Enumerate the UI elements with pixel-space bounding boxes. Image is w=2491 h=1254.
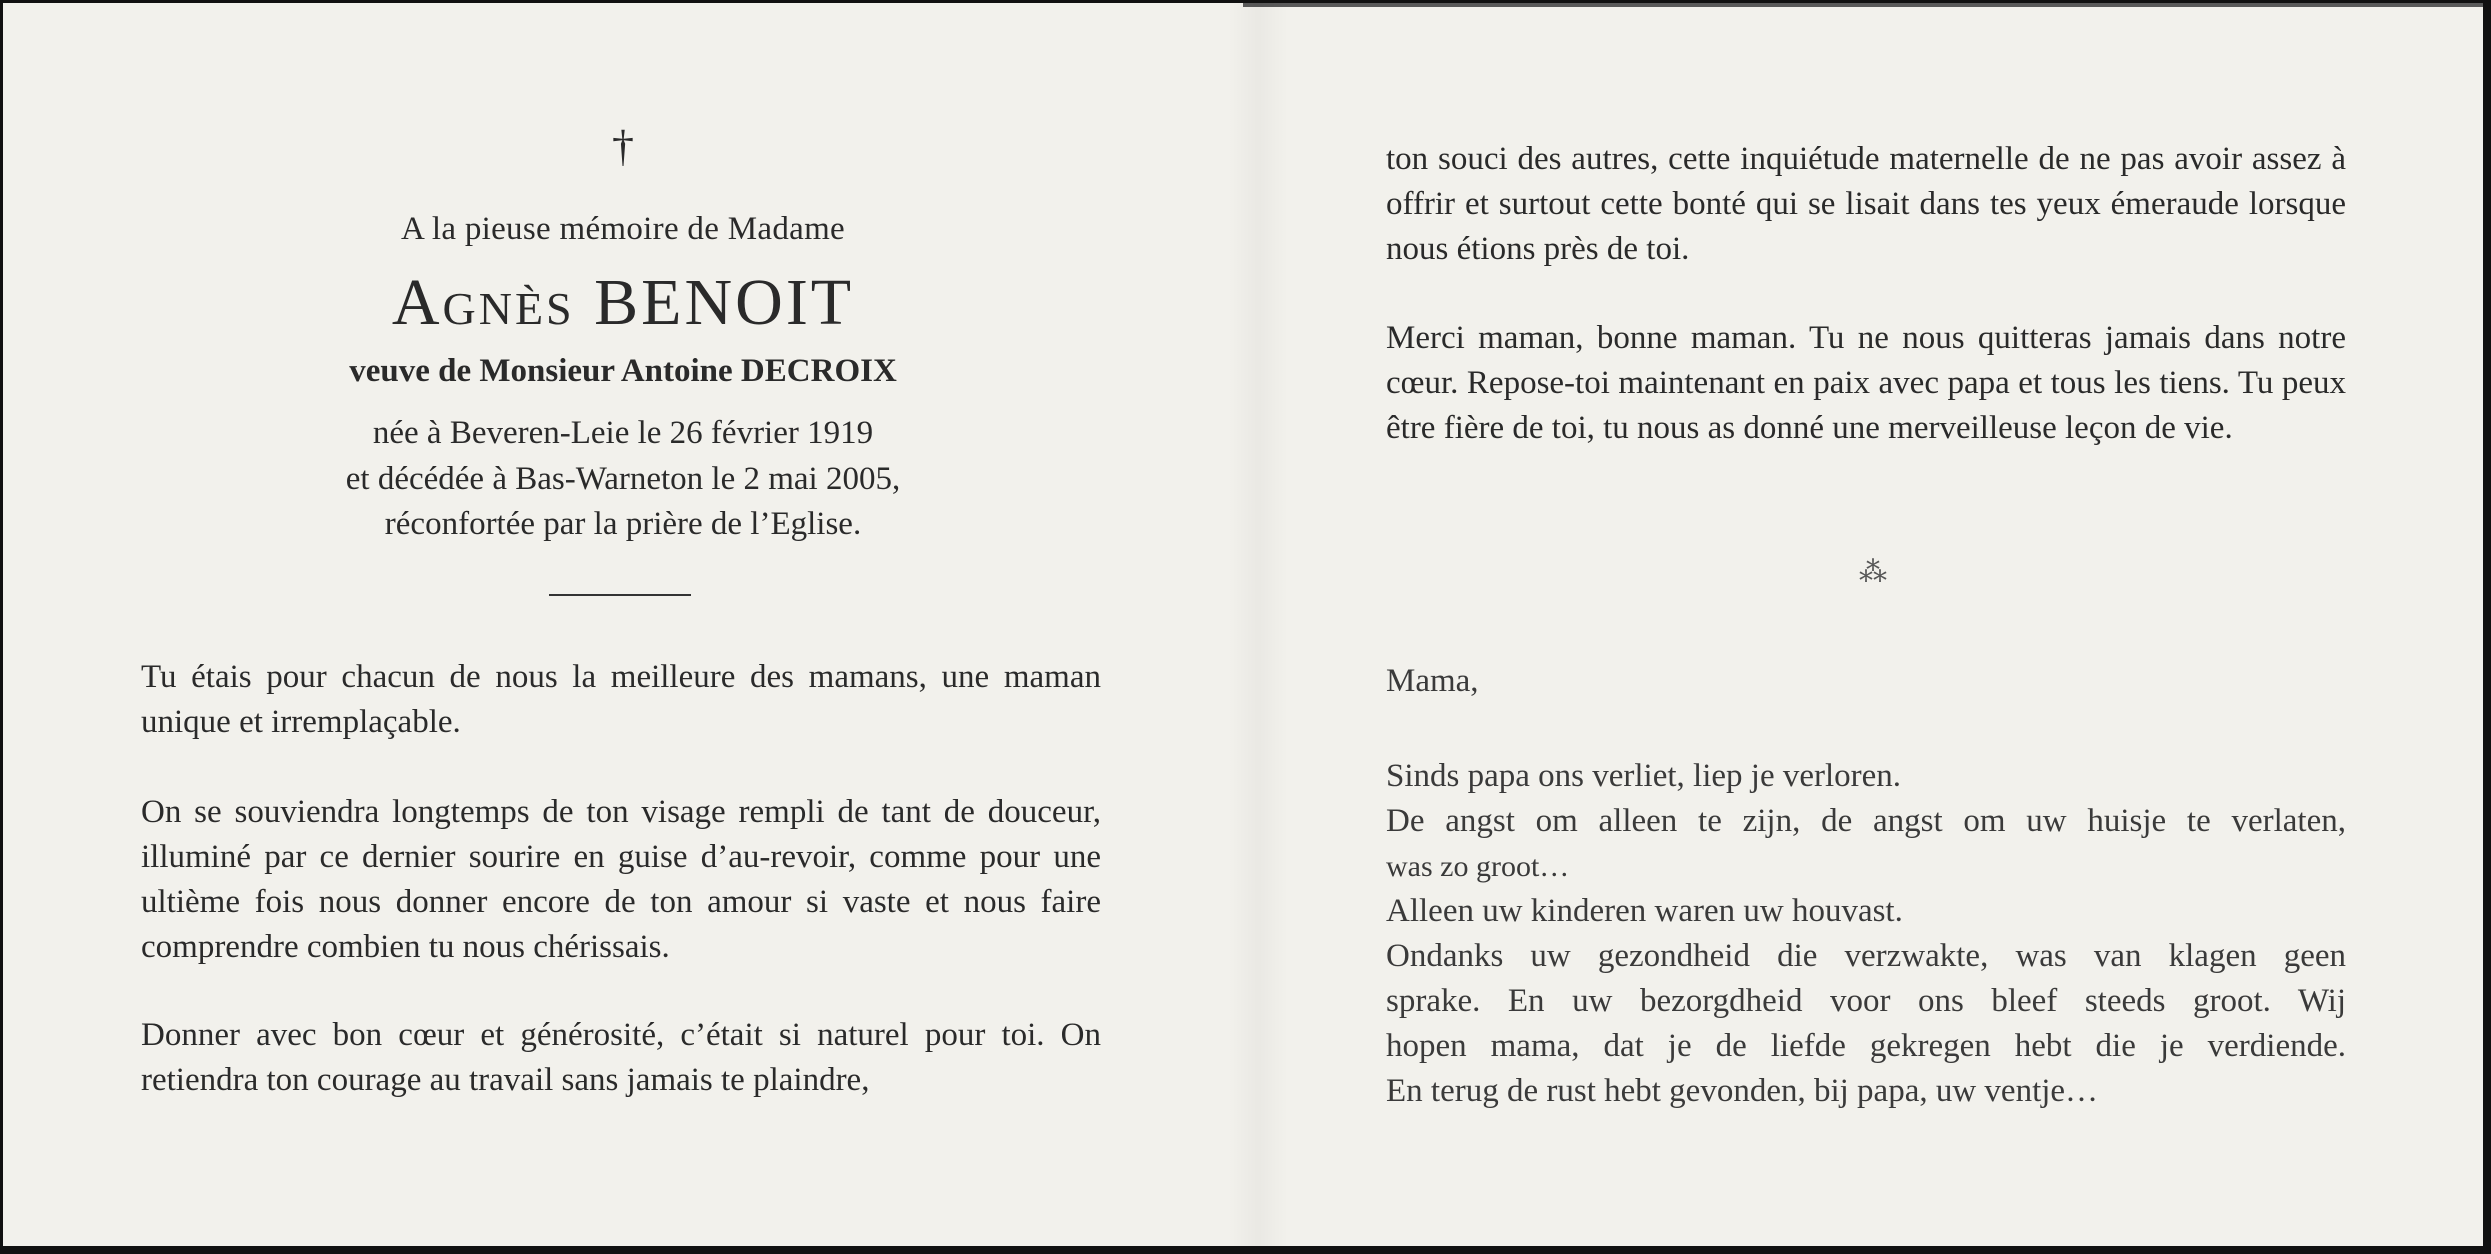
right-panel <box>1243 3 2483 1246</box>
cross-symbol: † <box>612 122 634 171</box>
memorial-card <box>3 3 2483 1246</box>
deceased-name <box>3 265 1243 341</box>
paragraph: Merci maman, bonne maman. Tu ne nous quitteras jamais dans notre cœur. Repose-toi maintenant en paix avec papa et tous les tiens. Tu peux être fière de toi, tu nous as donné une merveilleuse leçon de vie. <box>1386 320 2346 446</box>
asterism-ornament-icon: ⁂ <box>1859 557 1887 588</box>
poem-line: Alleen uw kinderen waren uw houvast. <box>1386 893 1903 929</box>
comfort-line: réconfortée par la prière de l’Eglise. <box>384 506 862 542</box>
last-name: BENOIT <box>594 266 855 339</box>
first-name: Agnès <box>391 266 575 339</box>
divider-rule <box>549 594 691 596</box>
birth-line: née à Beveren-Leie le 26 février 1919 <box>372 415 874 451</box>
poem-line: En terug de rust hebt gevonden, bij papa, uw ventje… <box>1386 1073 2099 1109</box>
death-line: et décédée à Bas-Warneton le 2 mai 2005, <box>345 461 901 497</box>
paragraph: Donner avec bon cœur et générosité, c’était si naturel pour toi. On retiendra ton courage au travail sans jamais te plaindre, <box>141 1017 1101 1098</box>
left-panel <box>3 3 1243 1246</box>
poem <box>1386 754 2346 1114</box>
poem-line: sprake. En uw bezorgdheid voor ons bleef steeds groot. Wij <box>1386 983 2346 1019</box>
poem-line: was zo groot… <box>1386 850 1570 883</box>
poem-line: hopen mama, dat je de liefde gekregen hebt die je verdiende. <box>1386 1028 2346 1064</box>
poem-line: Ondanks uw gezondheid die verzwakte, was van klagen geen <box>1386 938 2346 974</box>
salutation: Mama, <box>1386 663 1479 699</box>
paragraph: ton souci des autres, cette inquiétude maternelle de ne pas avoir assez à offrir et surtout cette bonté qui se lisait dans tes yeux émeraude lorsque nous étions près de toi. <box>1386 141 2346 267</box>
paragraph: On se souviendra longtemps de ton visage rempli de tant de douceur, illuminé par ce dernier sourire en guise d’au-revoir, comme pour une ultième fois nous donner encore de ton amour si vaste et nous faire comprendre combien tu nous chérissais. <box>141 794 1101 965</box>
poem-line: De angst om alleen te zijn, de angst om uw huisje te verlaten, <box>1386 803 2346 839</box>
memorial-intro: A la pieuse mémoire de Madame <box>401 211 845 247</box>
widow-of: veuve de Monsieur Antoine DECROIX <box>349 353 897 389</box>
poem-line: Sinds papa ons verliet, liep je verloren. <box>1386 758 1902 794</box>
paragraph: Tu étais pour chacun de nous la meilleure des mamans, une maman unique et irremplaçable. <box>141 659 1101 740</box>
